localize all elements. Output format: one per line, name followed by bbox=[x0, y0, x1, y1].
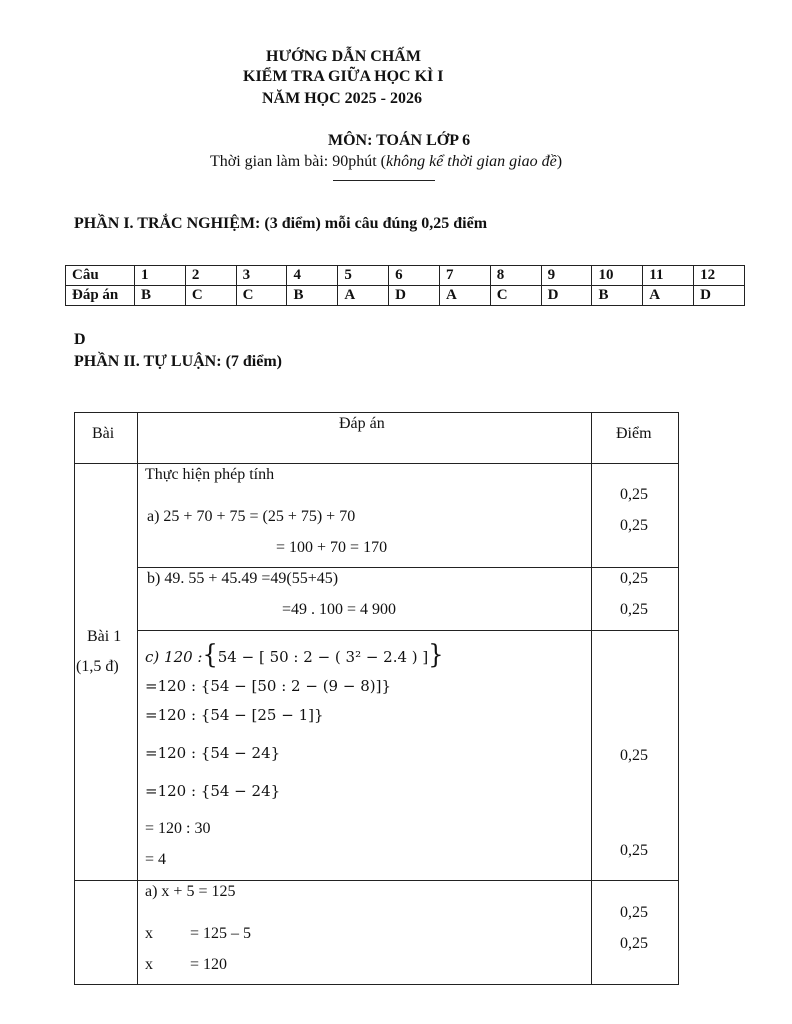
header-divider bbox=[333, 180, 435, 181]
answer-letter: A bbox=[643, 286, 694, 306]
bai1-label: Bài 1 bbox=[87, 628, 122, 645]
row-divider-a bbox=[137, 567, 679, 568]
table-border-bottom bbox=[74, 984, 679, 985]
col-header-diem: Điểm bbox=[616, 425, 652, 442]
time-allowed: Thời gian làm bài: 90phút (không kể thời gian giao đề) bbox=[210, 153, 563, 170]
answer-letter: B bbox=[287, 286, 338, 306]
question-number: 10 bbox=[592, 266, 643, 286]
score-a2: 0,25 bbox=[620, 517, 648, 534]
header-line2: KIỂM TRA GIỮA HỌC KÌ I bbox=[243, 68, 444, 85]
table-border-right bbox=[678, 412, 679, 985]
question-number: 1 bbox=[135, 266, 186, 286]
question-number: 4 bbox=[287, 266, 338, 286]
question-number: 6 bbox=[389, 266, 440, 286]
c-line7: = 4 bbox=[145, 851, 167, 868]
score-b1: 0,25 bbox=[620, 570, 648, 587]
question-number: 11 bbox=[643, 266, 694, 286]
subject-title: MÔN: TOÁN LỚP 6 bbox=[328, 132, 471, 149]
answer-row bbox=[66, 286, 745, 306]
bai2-a-line2-val: = 125 – 5 bbox=[190, 925, 252, 942]
b-line1: b) 49. 55 + 45.49 =49(55+45) bbox=[147, 570, 339, 587]
question-number: 2 bbox=[185, 266, 236, 286]
col-header-dapan: Đáp án bbox=[339, 415, 385, 432]
score-bai2-1: 0,25 bbox=[620, 904, 648, 921]
stray-letter: D bbox=[74, 331, 86, 348]
b-line2: =49 . 100 = 4 900 bbox=[282, 601, 397, 618]
bai1-points: (1,5 đ) bbox=[76, 658, 119, 675]
score-a1: 0,25 bbox=[620, 486, 648, 503]
answer-letter: D bbox=[541, 286, 592, 306]
c-line3: =120 : {54 − [25 − 1]} bbox=[145, 706, 324, 724]
score-c2: 0,25 bbox=[620, 842, 648, 859]
row-divider-bai1 bbox=[74, 880, 679, 881]
answer-letter: C bbox=[185, 286, 236, 306]
row-divider-b bbox=[137, 630, 679, 631]
answer-letter: D bbox=[389, 286, 440, 306]
bai2-a-line3-x: x bbox=[145, 956, 153, 973]
bai2-a-line2-x: x bbox=[145, 925, 153, 942]
table-border-left bbox=[74, 412, 75, 985]
answer-letter: B bbox=[135, 286, 186, 306]
question-number: 12 bbox=[694, 266, 745, 286]
score-b2: 0,25 bbox=[620, 601, 648, 618]
answer-letter: D bbox=[694, 286, 745, 306]
answer-letter: C bbox=[490, 286, 541, 306]
part2-title: PHẦN II. TỰ LUẬN: (7 điểm) bbox=[74, 353, 282, 370]
row-label-question: Câu bbox=[66, 266, 135, 286]
header-line3: NĂM HỌC 2025 - 2026 bbox=[262, 90, 422, 107]
header-line1: HƯỚNG DẪN CHẤM bbox=[266, 48, 421, 65]
part1-title: PHẦN I. TRẮC NGHIỆM: (3 điểm) mỗi câu đúng 0,25 điểm bbox=[74, 215, 488, 232]
score-c1: 0,25 bbox=[620, 747, 648, 764]
answer-letter: A bbox=[439, 286, 490, 306]
table-header-divider bbox=[74, 463, 679, 464]
answer-letter: C bbox=[236, 286, 287, 306]
c-line1: c) 120 :{54 − [ 50 : 2 − ( 3² − 2.4 ) ]} bbox=[145, 638, 444, 670]
row-label-answer: Đáp án bbox=[66, 286, 135, 306]
answer-letter: A bbox=[338, 286, 389, 306]
question-number: 9 bbox=[541, 266, 592, 286]
a-line2: = 100 + 70 = 170 bbox=[276, 539, 388, 556]
c-line2: =120 : {54 − [50 : 2 − (9 − 8)]} bbox=[145, 677, 391, 695]
c-line4: =120 : {54 − 24} bbox=[145, 744, 281, 762]
question-number: 8 bbox=[490, 266, 541, 286]
question-number: 3 bbox=[236, 266, 287, 286]
answer-letter: B bbox=[592, 286, 643, 306]
answer-key-table bbox=[65, 265, 745, 306]
table-border-top bbox=[74, 412, 679, 413]
a-line1: a) 25 + 70 + 75 = (25 + 75) + 70 bbox=[147, 508, 356, 525]
col-header-bai: Bài bbox=[92, 425, 115, 442]
bai2-a-line3-val: = 120 bbox=[190, 956, 228, 973]
intro-text: Thực hiện phép tính bbox=[145, 466, 275, 483]
bai2-a-line1: a) x + 5 = 125 bbox=[145, 883, 236, 900]
question-number: 7 bbox=[439, 266, 490, 286]
score-bai2-2: 0,25 bbox=[620, 935, 648, 952]
c-line5: =120 : {54 − 24} bbox=[145, 782, 281, 800]
c-line6: = 120 : 30 bbox=[145, 820, 211, 837]
question-number: 5 bbox=[338, 266, 389, 286]
question-row bbox=[66, 266, 745, 286]
table-divider-col2 bbox=[591, 412, 592, 985]
table-divider-col1 bbox=[137, 412, 138, 985]
